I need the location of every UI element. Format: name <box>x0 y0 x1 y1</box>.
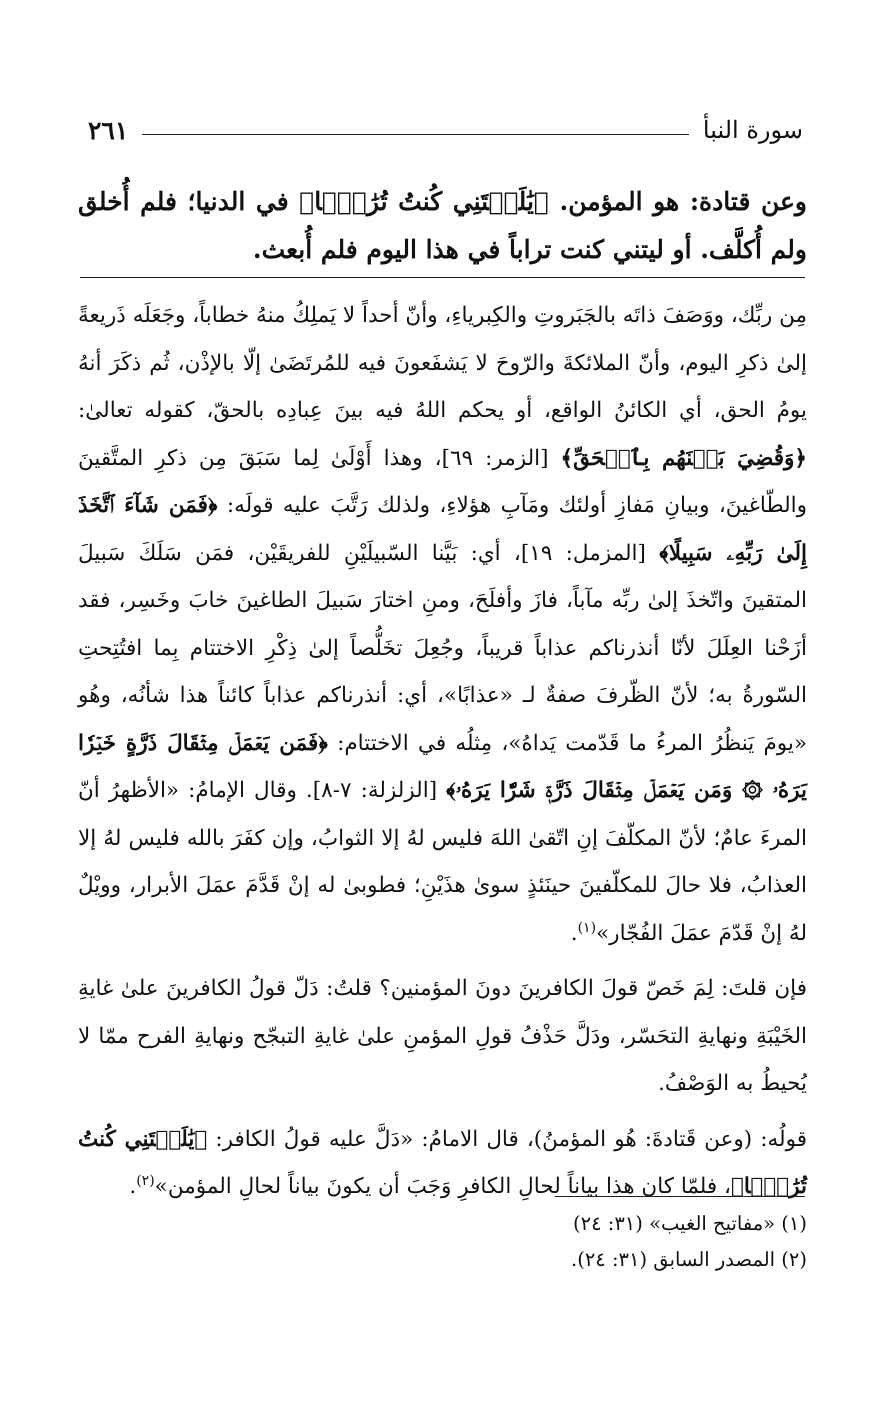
footnote-2: (٢) المصدر السابق (٣١: ٢٤). <box>571 1248 807 1271</box>
commentary-paragraph-2: فإن قلتَ: لِمَ خَصّ قولَ الكافرينَ دونَ المؤمنين؟ قلتُ: دَلّ قولُ الكافرينَ علىٰ غايةِ الخَيْبَةِ ونهايةِ التحَسّر، ودَلَّ حَذْفُ قولِ المؤمنِ علىٰ غايةِ التبجّح ونهايةِ الفرح ممّا لا يُحيطُ به الوَصْفُ. <box>78 976 807 1096</box>
quran-quote: ﴿وَقُضِيَ بَيۡنَهُم بِٱلۡحَقِّ﴾ <box>560 445 807 471</box>
main-text-lead: وعن قتادة: هو المؤمن. <box>559 187 807 216</box>
footnote-1: (١) «مفاتيح الغيب» (٣١: ٢٤) <box>572 1212 807 1235</box>
quran-quote: ﴿فَمَن يَعۡمَلۡ مِثۡقَالَ ذَرَّةٍ خَيۡرٗا يَرَهُۥ ۞ وَمَن يَعۡمَلۡ مِثۡقَالَ ذَرَّةٖ شَرّٗا يَرَهُۥ﴾ <box>78 730 807 803</box>
header-rule <box>142 134 689 135</box>
commentary <box>78 292 807 1219</box>
footnotes <box>78 1206 807 1278</box>
commentary-text: مِن ربِّك، ووَصَفَ ذاتَه بالجَبَروتِ والكِبرياءِ، وأنّ أحداً لا يَملِكُ منهُ خطاباً، وجَعَلَه ذَريعةً إلىٰ ذكرِ اليوم، وأنّ الملائكةَ والرّوحَ لا يَشفَعونَ فيه للمُرتَضَىٰ إلّا بالإذْن، ثُم ذكَرَ أنهُ يومُ الحق، أي الكائنُ الواقع، أو يحكم اللهُ فيه بينَ عِبادِه بالحقّ، كقوله تعالىٰ: <box>78 303 807 423</box>
footnote-reference: (١) <box>577 919 597 936</box>
quran-quote: ﴿يَٰلَيۡتَنِي كُنتُ تُرَٰبَۢا﴾ <box>299 187 549 216</box>
main-text-rest: في الدنيا؛ فلم أُخلق ولم أُكلَّف. أو ليتني كنت تراباً في هذا اليوم فلم أُبعث. <box>78 187 807 264</box>
commentary-text: . <box>129 1174 137 1199</box>
page-header <box>88 110 803 150</box>
commentary-text: قولُه: (وعن قَتادةَ: هُو المؤمنُ)، قال الامامُ: «دَلَّ عليه قولُ الكافر: <box>215 1126 807 1152</box>
text-divider <box>80 277 805 278</box>
quran-quote: ﴿يَٰلَيۡتَنِي كُنتُ تُرَٰبَۢا﴾ <box>78 1126 807 1199</box>
page-number: ٢٦١ <box>88 115 129 145</box>
commentary-paragraph-1 <box>78 292 807 957</box>
commentary-text: ، فلمّا كان هذا بياناً لحالِ الكافرِ وَجَبَ أن يكونَ بياناً لحالِ المؤمن» <box>154 1174 731 1199</box>
commentary-text: [الزلزلة: ٧-٨]. وقال الإمامُ: «الأظهرُ أنّ المرءَ عامٌ؛ لأنّ المكلّفَ إنِ اتّقىٰ اللهَ فليس لهُ إلا الثوابُ، وإن كفَرَ بالله فليس لهُ إلا العذابُ، فلا حالَ للمكلّفينَ حينَئذٍ سوىٰ هذَيْنِ؛ فطوبىٰ له إنْ قَدَّمَ عمَلَ الأبرار، وويْلٌ لهُ إنْ قَدّمَ عمَلَ الفُجّار» <box>78 778 807 946</box>
footnote-divider <box>555 1196 805 1197</box>
footnote-reference: (٢) <box>136 1172 155 1189</box>
commentary-text: [المزمل: ١٩]، أي: بَيَّنا السّبيلَيْنِ للفريقَيْن، فمَن سَلَكَ سَبيلَ المتقينَ واتّخذَ إلىٰ ربِّه مآباً، فازَ وأفلَحَ، ومنِ اختارَ سَبيلَ الطاغينَ خابَ وخَسِر، فقد أزَحْنا العِلَلَ لأنّا أنذرناكم عذاباً قريباً، وجُعِلَ تخَلُّصاً إلىٰ ذِكْرِ الاختتام بِما افتُتِحتِ السّورةُ به؛ لأنّ الظّرفَ صفةٌ لـ «عذابًا»، أي: أنذرناكم عذاباً كائناً هذا شأنُه، وهُو «يومَ يَنظُرُ المرءُ ما قَدّمت يَداهُ»، مِثلُه في الاختتام: <box>78 540 807 756</box>
main-text <box>78 178 807 274</box>
commentary-text: . <box>570 920 578 946</box>
quran-quote: ﴿فَمَن شَآءَ ٱتَّخَذَ إِلَىٰ رَبِّهِۦ سَبِيلًا﴾ <box>78 493 807 566</box>
surah-title: سورة النبأ <box>702 116 803 144</box>
commentary-text: [الزمر: ٦٩]، وهذا أَوْلَىٰ لِما سَبَقَ مِن ذكرِ المتَّقينَ والطّاغينَ، وبيانِ مَفازِ أولئك ومَآبِ هؤلاءِ، ولذلك رَتَّبَ عليه قولَه: <box>78 445 807 518</box>
